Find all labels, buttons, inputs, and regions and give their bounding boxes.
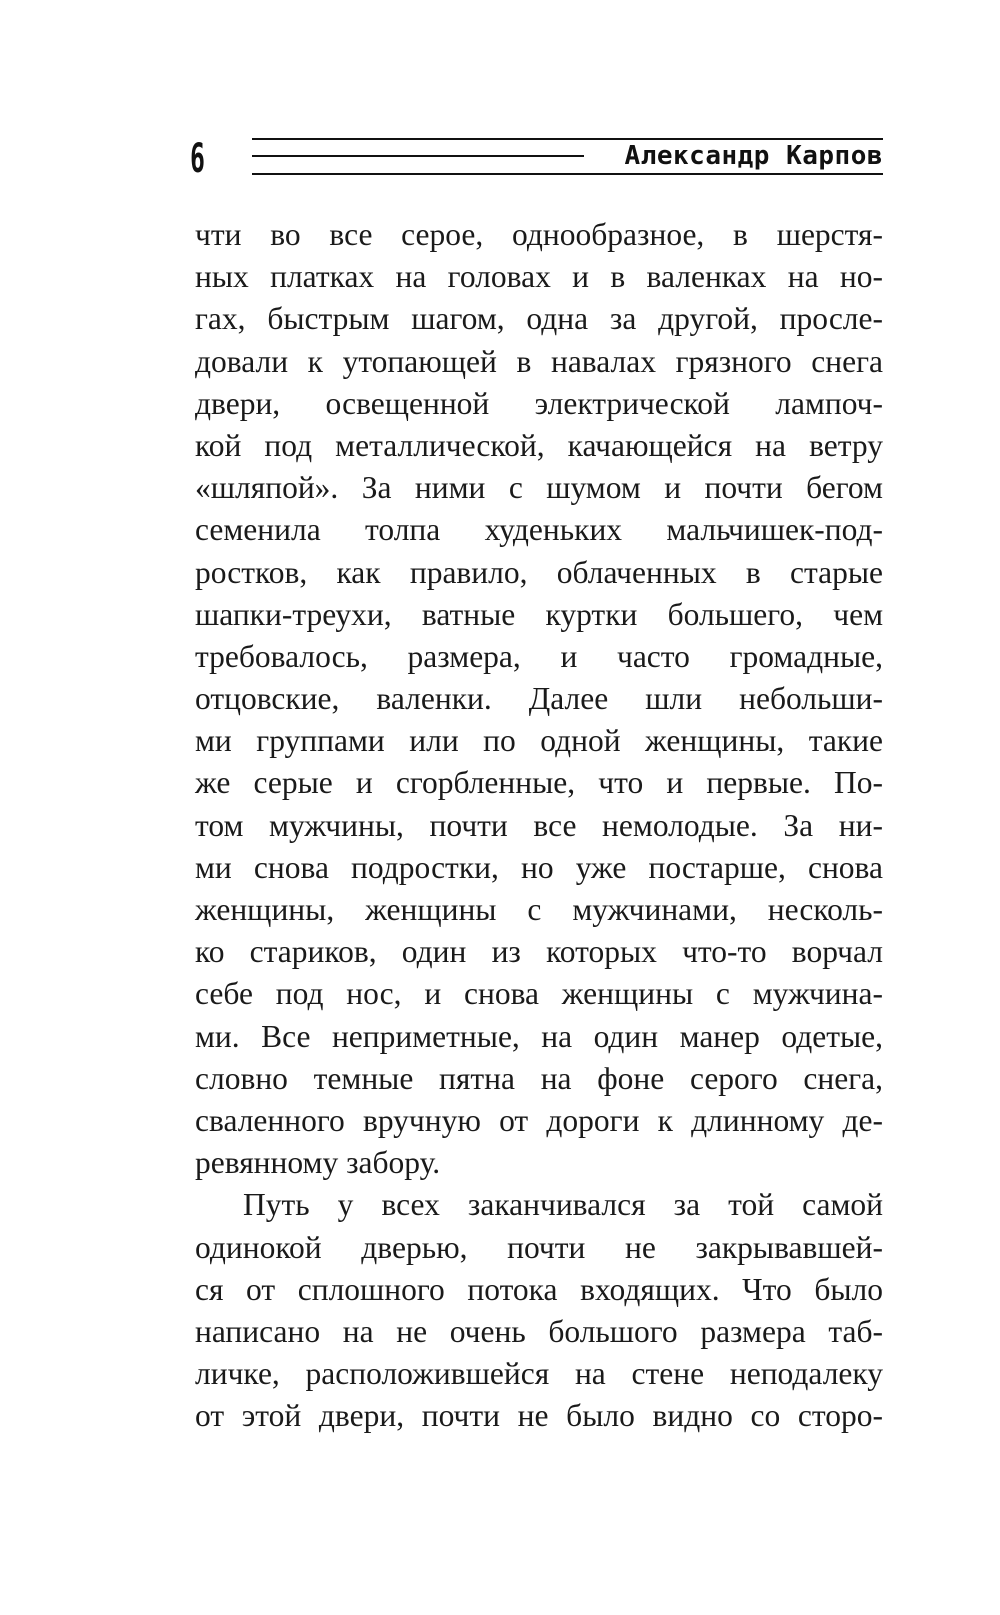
text-line: сваленного вручную от дороги к длинному де- [195, 1102, 883, 1138]
text-line: ревянному забору. [195, 1145, 441, 1181]
text-line: одинокой дверью, почти не закрывавшей- [195, 1229, 883, 1265]
text-line: ко стариков, один из которых что-то ворчал [195, 934, 883, 970]
text-line: ся от сплошного потока входящих. Что было [195, 1271, 883, 1307]
text-line: двери, освещенной электрической лампоч- [195, 385, 883, 421]
text-line: кой под металлической, качающейся на ветру [195, 427, 883, 463]
text-line: личке, расположившейся на стене неподалеку [195, 1356, 883, 1392]
text-line: ростков, как правило, облаченных в старые [195, 554, 883, 590]
header-rule-bottom [252, 173, 883, 175]
text-line: ных платках на головах и в валенках на но- [195, 259, 883, 295]
text-line: довали к утопающей в навалах грязного снега [195, 343, 883, 379]
text-line: чти во все серое, однообразное, в шерстя- [195, 217, 883, 252]
text-line: же серые и сгорбленные, что и первые. По- [195, 765, 883, 801]
header-rule-middle [252, 155, 584, 157]
running-head-author: Александр Карпов [613, 141, 883, 171]
text-line: от этой двери, почти не было видно со сторо- [195, 1398, 883, 1434]
text-line: словно темные пятна на фоне серого снега, [195, 1060, 883, 1096]
running-head [190, 136, 883, 182]
text-line: том мужчины, почти все немолодые. За ни- [195, 807, 883, 843]
header-rule-top [252, 138, 883, 140]
text-line: гах, быстрым шагом, одна за другой, просле- [195, 301, 883, 337]
body-text [195, 214, 883, 1437]
text-line: семенила толпа худеньких мальчишек-под- [195, 512, 883, 548]
text-line: ми группами или по одной женщины, такие [195, 723, 883, 759]
text-line: требовалось, размера, и часто громадные, [195, 638, 883, 674]
text-line: женщины, женщины с мужчинами, несколь- [195, 892, 883, 927]
text-line: отцовские, валенки. Далее шли небольши- [195, 681, 883, 717]
page-number: 6 [190, 136, 205, 182]
text-line: шапки-треухи, ватные куртки большего, чем [195, 596, 883, 632]
text-line: ми снова подростки, но уже постарше, снова [195, 849, 883, 885]
text-line: ми. Все неприметные, на один манер одетые, [195, 1018, 883, 1054]
text-line: «шляпой». За ними с шумом и почти бегом [195, 470, 883, 506]
text-line: Путь у всех заканчивался за той самой [243, 1187, 883, 1223]
text-line: себе под нос, и снова женщины с мужчина- [195, 976, 883, 1012]
text-line: написано на не очень большого размера таб- [195, 1313, 883, 1349]
